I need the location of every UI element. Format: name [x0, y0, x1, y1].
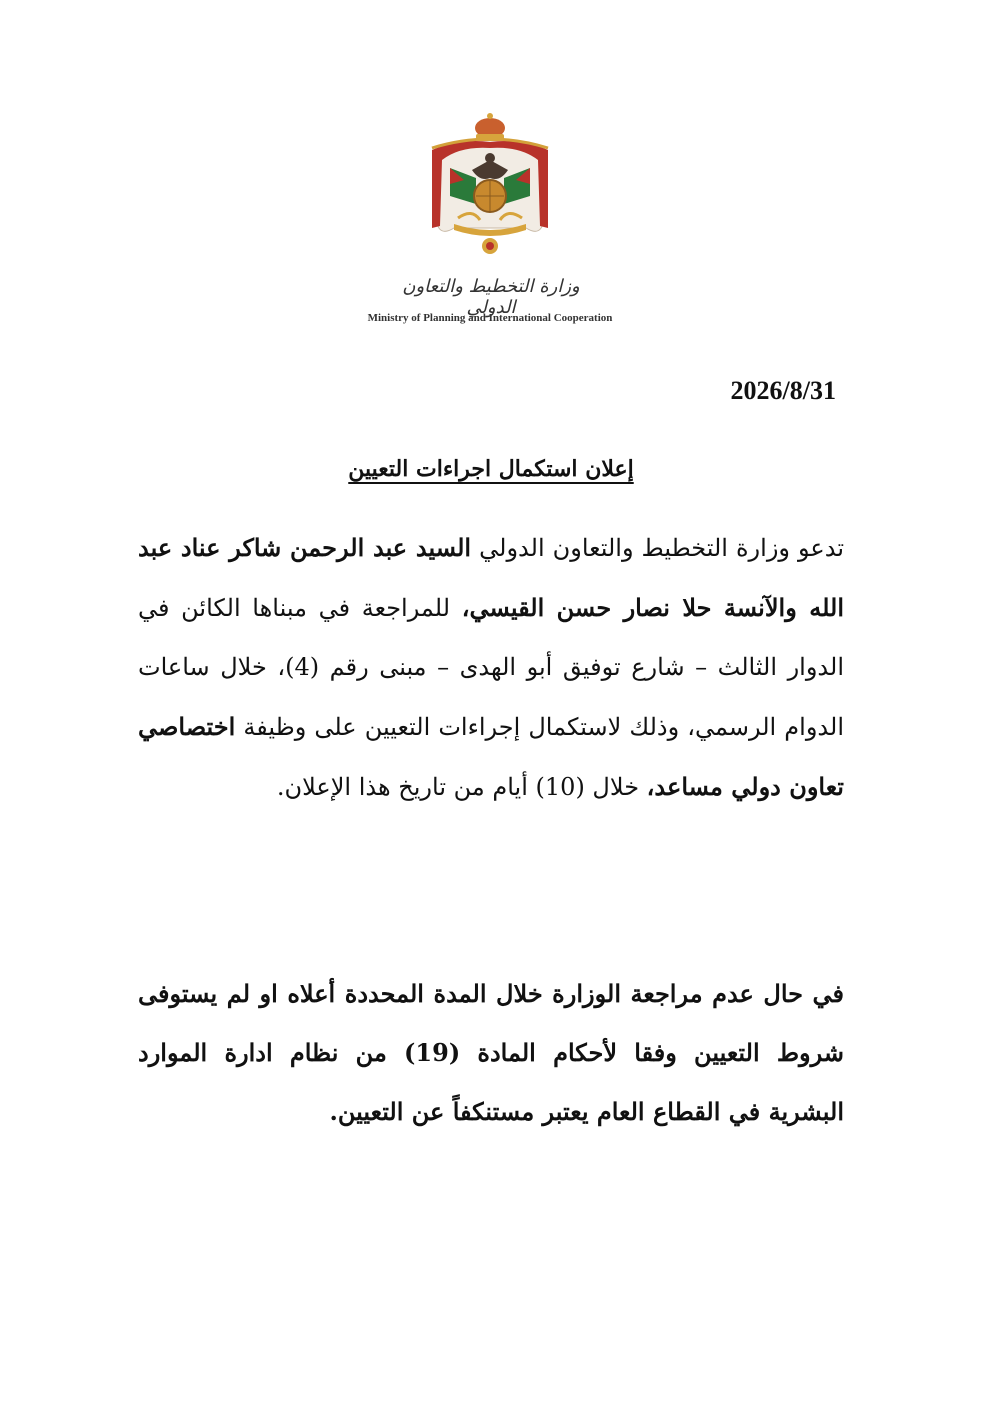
announcement-paragraph-2: في حال عدم مراجعة الوزارة خلال المدة المحددة أعلاه او لم يستوفى شروط التعيين وفقا لأحكام المادة (19) من نظام ادارة الموارد البشرية في القطاع العام يعتبر مستنكفاً عن التعيين.: [138, 979, 845, 1126]
announcement-paragraph-1: [138, 518, 844, 817]
jordan-coat-of-arms-icon: [420, 108, 560, 268]
document-date: 2026/8/31: [730, 376, 836, 405]
candidate-names: السيد عبد الرحمن شاكر عناد عبد الله والآنسة حلا نصار حسن القيسي،: [138, 533, 844, 622]
job-title: اختصاصي تعاون دولي مساعد،: [138, 712, 844, 801]
ministry-name-english: Ministry of Planning and International Cooperation: [367, 312, 613, 324]
announcement-title: إعلان استكمال اجراءات التعيين: [348, 456, 634, 482]
paragraph-1-text-2: للمراجعة في مبناها الكائن في الدوار الثالث – شارع توفيق أبو الهدى – مبنى رقم (4)، خلال ساعات الدوام الرسمي، وذلك لاستكمال إجراءات التعيين على وظيفة: [138, 594, 845, 741]
paragraph-1-text-3: خلال (10) أيام من تاريخ هذا الإعلان.: [276, 773, 647, 801]
paragraph-1-text-1: تدعو وزارة التخطيط والتعاون الدولي: [471, 534, 845, 562]
ministry-name-arabic: وزارة التخطيط والتعاون الدولي: [402, 276, 580, 318]
